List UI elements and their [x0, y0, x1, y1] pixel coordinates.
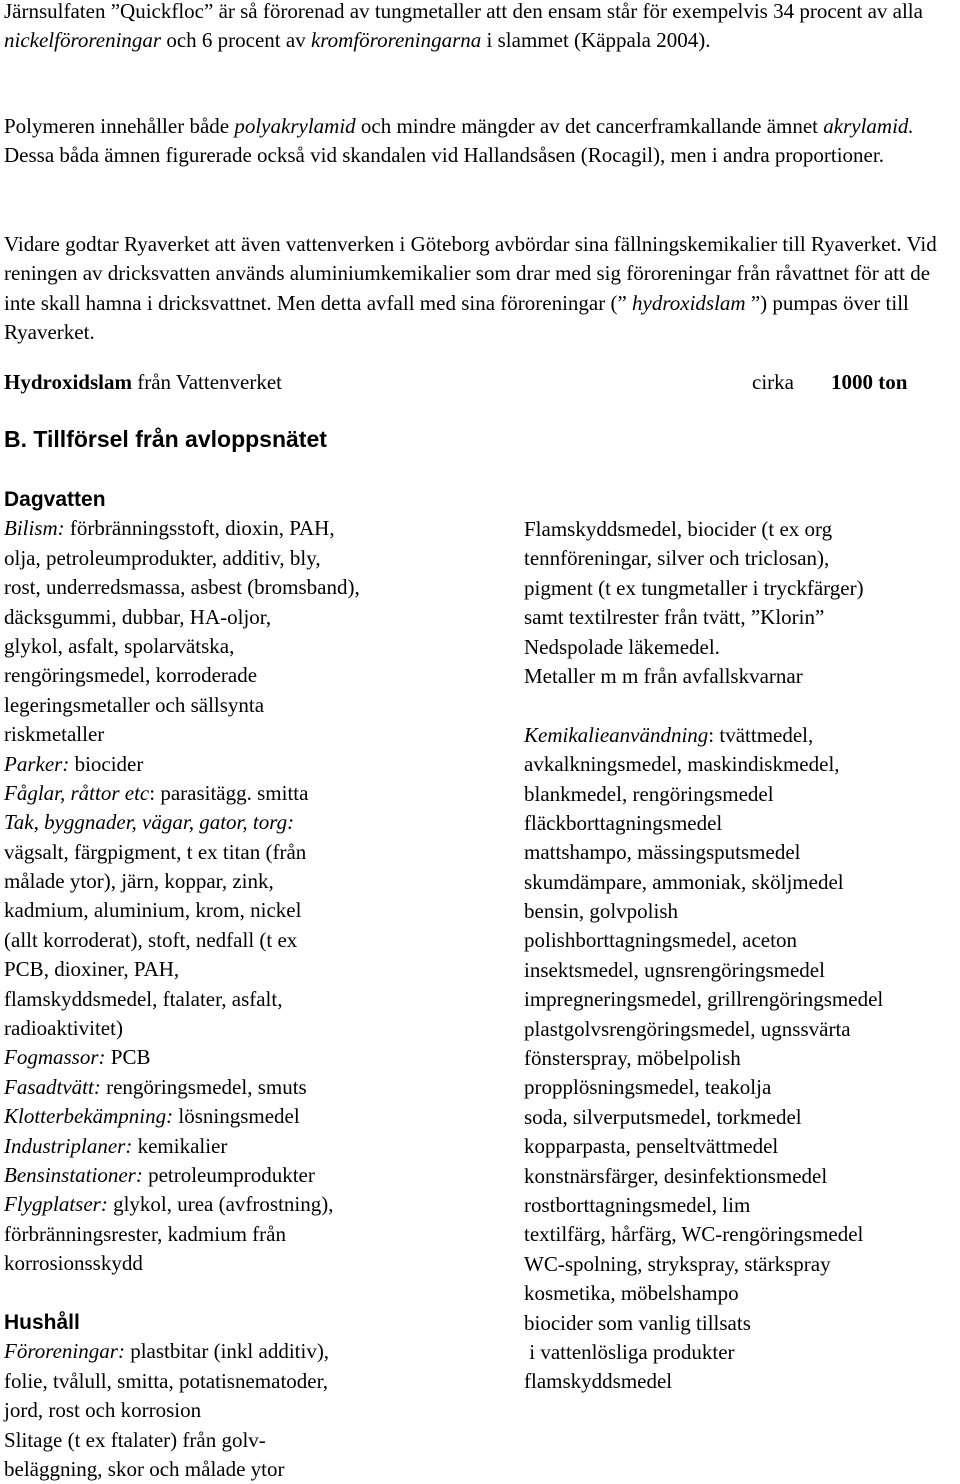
faglar-label: Fåglar, råttor etc	[4, 780, 150, 805]
text-line: olja, petroleumprodukter, additiv, bly,	[4, 545, 321, 570]
spacer	[4, 1279, 360, 1308]
right-column	[524, 515, 883, 1397]
kemikalie-label: Kemikalieanvändning	[524, 722, 709, 747]
text: ”) pumpas över till Ryaverket.	[4, 290, 909, 345]
text: nickelföroreningar	[4, 28, 162, 53]
text-line: samt textilrester från tvätt, ”Klorin”	[524, 605, 825, 630]
text: biocider	[69, 751, 144, 776]
text-line: målade ytor), järn, koppar, zink,	[4, 869, 274, 894]
text-line: soda, silverputsmedel, torkmedel	[524, 1104, 802, 1129]
text-line: propplösningsmedel, teakolja	[524, 1075, 772, 1100]
text: hydroxidslam	[632, 290, 746, 315]
text-line: tennföreningar, silver och triclosan),	[524, 546, 830, 571]
hydroxidslam-label: Hydroxidslam	[4, 370, 132, 394]
text-line: impregneringsmedel, grillrengöringsmedel	[524, 987, 884, 1012]
text-line: radioaktivitet)	[4, 1016, 123, 1041]
section-heading: B. Tillförsel från avloppsnätet	[4, 426, 327, 452]
text-line: insektsmedel, ugnsrengöringsmedel	[524, 957, 825, 982]
text: kromföroreningarna	[310, 28, 482, 53]
text-line: däcksgummi, dubbar, HA-oljor,	[4, 604, 272, 629]
text: och mindre mängder av det cancerframkallande ämnet	[355, 114, 824, 138]
flyg-line	[4, 1190, 360, 1219]
text: Järnsulfaten ”Quickfloc” är så förorenad av tungmetaller att den ensam står för exempelvis 34 procent av alla	[4, 0, 923, 23]
text-line: (allt korroderat), stoft, nedfall (t ex	[4, 927, 298, 952]
text: kemikalier	[132, 1133, 228, 1158]
industri-line	[4, 1132, 360, 1161]
text: plastbitar (inkl additiv),	[124, 1339, 330, 1364]
text: Dessa båda ämnen figurerade också vid skandalen vid Hallandsåsen (Rocagil), men i andra proportioner.	[4, 143, 884, 168]
spacer	[524, 691, 883, 720]
flyg-label: Flygplatser:	[4, 1192, 108, 1217]
text-line: biocider som vanlig tillsats	[524, 1310, 751, 1335]
text: rengöringsmedel, smuts	[100, 1074, 307, 1099]
text: i slammet (Käppala 2004).	[481, 28, 711, 53]
bilism-line	[4, 514, 360, 543]
text-line: mattshampo, mässingsputsmedel	[524, 840, 801, 865]
hydroxidslam-source: från Vattenverket	[131, 370, 283, 394]
text-line: legeringsmetaller och sällsynta	[4, 692, 265, 717]
text-line: i vattenlösliga produkter	[524, 1339, 735, 1364]
text-line: beläggning, skor och målade ytor	[4, 1456, 285, 1481]
hushall-heading: Hushåll	[4, 1310, 80, 1334]
bensin-line	[4, 1161, 360, 1190]
text-line: fönsterspray, möbelpolish	[524, 1046, 741, 1071]
text: Vidare godtar Ryaverket att även vattenverken i Göteborg avbördar sina fällningskemikalier till Ryaverket. Vid reningen av dricksvatten används aluminiumkemikalier som drar med sig föroreningar från råvattnet för att de inte skall hamna i dricksvattnet. Men detta avfall med sina föroreningar (”	[4, 232, 937, 315]
text: Polymeren innehåller både	[4, 114, 235, 138]
text-line: rost, underredsmassa, asbest (bromsband),	[4, 575, 360, 600]
text: lösningsmedel	[173, 1104, 300, 1129]
hydroxidslam-row	[4, 368, 956, 397]
text-line: Slitage (t ex ftalater) från golv-	[4, 1427, 266, 1452]
text-line: skumdämpare, ammoniak, sköljmedel	[524, 869, 844, 894]
tak-label: Tak, byggnader, vägar, gator, torg:	[4, 810, 295, 835]
text-line: kadmium, aluminium, krom, nickel	[4, 898, 302, 923]
parker-label: Parker:	[4, 751, 70, 776]
parker-line	[4, 750, 360, 779]
text-line: glykol, asfalt, spolarvätska,	[4, 633, 235, 658]
text-line: Metaller m m från avfallskvarnar	[524, 663, 803, 688]
fororeningar-line	[4, 1337, 360, 1366]
text-line: Flamskyddsmedel, biocider (t ex org	[524, 517, 833, 541]
text-line: blankmedel, rengöringsmedel	[524, 781, 774, 806]
text-line: flamskyddsmedel, ftalater, asfalt,	[4, 986, 283, 1011]
text-line: PCB, dioxiner, PAH,	[4, 957, 180, 982]
text-line: pigment (t ex tungmetaller i tryckfärger)	[524, 575, 864, 600]
text-line: rostborttagningsmedel, lim	[524, 1192, 751, 1217]
text-line: Nedspolade läkemedel.	[524, 634, 720, 659]
text-line: flamskyddsmedel	[524, 1369, 673, 1394]
text-line: jord, rost och korrosion	[4, 1398, 202, 1423]
text-line: folie, tvålull, smitta, potatisnematoder,	[4, 1368, 329, 1393]
cirka-label: cirka	[752, 370, 794, 394]
fogmassor-label: Fogmassor:	[4, 1045, 106, 1070]
text-line: fläckborttagningsmedel	[524, 810, 723, 835]
text-line: bensin, golvpolish	[524, 899, 679, 924]
text-line: plastgolvsrengöringsmedel, ugnssvärta	[524, 1016, 851, 1041]
bilism-label: Bilism:	[4, 516, 65, 541]
text: polyakrylamid	[234, 114, 356, 138]
fogmassor-line	[4, 1043, 360, 1072]
bensin-label: Bensinstationer:	[4, 1162, 143, 1187]
text-line: rengöringsmedel, korroderade	[4, 663, 258, 688]
text-line: kopparpasta, penseltvättmedel	[524, 1134, 779, 1159]
text-line: polishborttagningsmedel, aceton	[524, 928, 797, 953]
klotter-line	[4, 1102, 360, 1131]
text: akrylamid.	[823, 114, 914, 138]
text-line: korrosionsskydd	[4, 1251, 143, 1276]
industri-label: Industriplaner:	[4, 1133, 133, 1158]
text-line: textilfärg, hårfärg, WC-rengöringsmedel	[524, 1222, 864, 1247]
paragraph-ryaverket	[4, 230, 956, 348]
text-line: avkalkningsmedel, maskindiskmedel,	[524, 752, 840, 777]
text: : parasitägg. smitta	[149, 780, 309, 805]
text-line: konstnärsfärger, desinfektionsmedel	[524, 1163, 828, 1188]
text-line: WC-spolning, strykspray, stärkspray	[524, 1251, 831, 1276]
left-column	[4, 485, 360, 1484]
text: petroleumprodukter	[142, 1162, 315, 1187]
paragraph-jarnsulfat	[4, 0, 956, 56]
text-line: vägsalt, färgpigment, t ex titan (från	[4, 839, 307, 864]
fasad-label: Fasadtvätt:	[4, 1074, 101, 1099]
fasad-line	[4, 1073, 360, 1102]
klotter-label: Klotterbekämpning:	[4, 1104, 174, 1129]
text: PCB	[105, 1045, 151, 1070]
text: förbränningsstoft, dioxin, PAH,	[64, 516, 335, 541]
faglar-line	[4, 779, 360, 808]
dagvatten-heading: Dagvatten	[4, 488, 106, 511]
paragraph-polymer	[4, 112, 956, 171]
text: : tvättmedel,	[708, 722, 814, 747]
fororeningar-label: Föroreningar:	[4, 1339, 125, 1364]
text-line: förbränningsrester, kadmium från	[4, 1221, 286, 1246]
text-line: kosmetika, möbelshampo	[524, 1281, 739, 1306]
hydroxidslam-amount: 1000 ton	[831, 370, 908, 394]
text: och 6 procent av	[161, 28, 311, 53]
kemikalie-line	[524, 721, 883, 750]
text-line: riskmetaller	[4, 722, 105, 747]
text: glykol, urea (avfrostning),	[107, 1192, 334, 1217]
